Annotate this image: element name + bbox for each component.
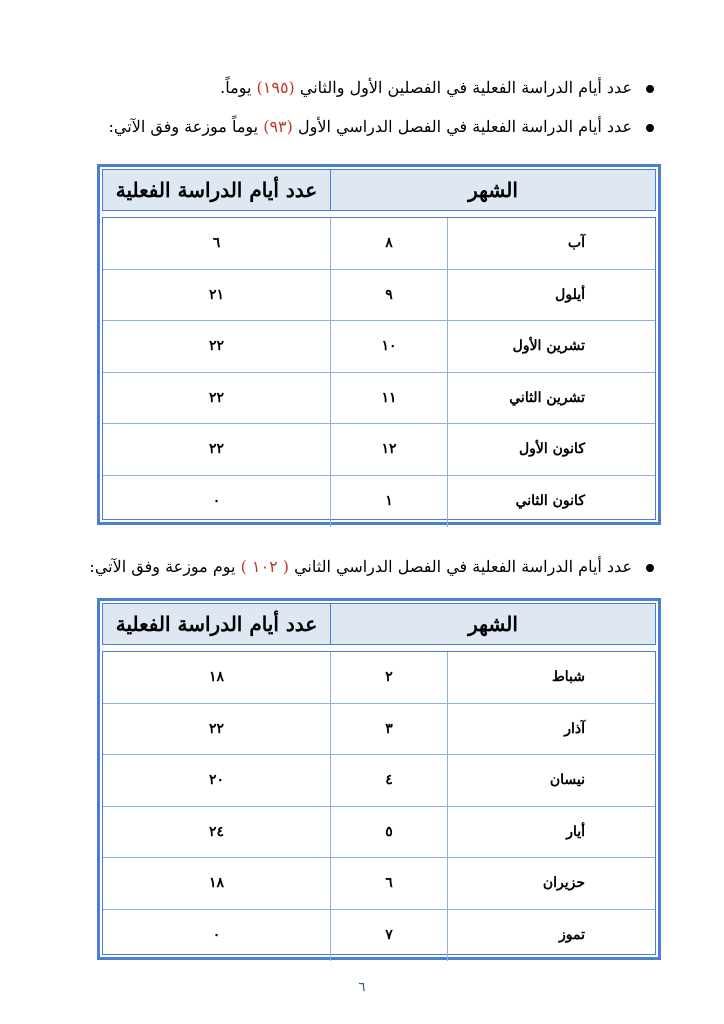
month-number-cell: ٨: [330, 218, 447, 269]
table-row: [103, 218, 655, 270]
table-row: [103, 476, 655, 528]
days-count-cell: ١٨: [208, 669, 225, 686]
header-month: الشهر: [330, 170, 655, 210]
month-name-cell: تموز: [447, 910, 655, 962]
table-header: [102, 169, 656, 211]
table-row: [103, 321, 655, 373]
month-name-cell: تشرين الأول: [447, 321, 655, 372]
days-count-cell: ٦: [212, 235, 221, 252]
month-name-cell: آب: [447, 218, 655, 269]
days-count-cell: ٢١: [208, 286, 225, 303]
table-row: [103, 755, 655, 807]
table-row: [103, 858, 655, 910]
bullet-dot-icon: [646, 124, 654, 132]
month-number-cell: ١١: [330, 373, 447, 424]
month-number-cell: ٩: [330, 270, 447, 321]
table-row: [103, 807, 655, 859]
bullet-text-end: يوماً.: [220, 78, 252, 97]
month-number-cell: ١: [330, 476, 447, 528]
month-number-cell: ١٠: [330, 321, 447, 372]
month-number-cell: ٢: [330, 652, 447, 703]
bullet-dot-icon: [646, 85, 654, 93]
days-count-cell: ٢٢: [208, 389, 225, 406]
days-count-cell: ٠: [212, 927, 221, 944]
days-count-cell: ٢٢: [208, 720, 225, 737]
bullet-text: عدد أيام الدراسة الفعلية في الفصل الدراسي الثاني: [294, 557, 632, 576]
header-days: عدد أيام الدراسة الفعلية: [115, 178, 318, 202]
month-name-cell: أيار: [447, 807, 655, 858]
header-days: عدد أيام الدراسة الفعلية: [115, 612, 318, 636]
days-count-cell: ٠: [212, 493, 221, 510]
month-name-cell: آذار: [447, 704, 655, 755]
month-name-cell: كانون الثاني: [447, 476, 655, 528]
month-number-cell: ٣: [330, 704, 447, 755]
days-count-cell: ١٨: [208, 875, 225, 892]
month-number-cell: ٥: [330, 807, 447, 858]
bullet-highlight: (١٩٥): [256, 78, 295, 97]
table-header: [102, 603, 656, 645]
bullet-dot-icon: [646, 564, 654, 572]
bullet-text: عدد أيام الدراسة الفعلية في الفصلين الأول والثاني: [299, 78, 632, 97]
page-number: ٦: [358, 980, 366, 995]
table-row: [103, 910, 655, 962]
days-count-cell: ٢٠: [208, 772, 225, 789]
month-number-cell: ٦: [330, 858, 447, 909]
table-row: [103, 652, 655, 704]
days-count-cell: ٢٤: [208, 823, 225, 840]
month-name-cell: شباط: [447, 652, 655, 703]
bullet-second-semester: [54, 555, 654, 579]
table-row: [103, 704, 655, 756]
second-semester-table: [97, 598, 661, 960]
table-row: [103, 270, 655, 322]
table-row: [103, 424, 655, 476]
bullet-text: عدد أيام الدراسة الفعلية في الفصل الدراسي الأول: [297, 117, 632, 136]
bullet-text-end: يوماً موزعة وفق الآتي:: [108, 117, 259, 136]
month-number-cell: ١٢: [330, 424, 447, 475]
first-semester-table: [97, 164, 661, 525]
table-row: [103, 373, 655, 425]
month-name-cell: أيلول: [447, 270, 655, 321]
month-name-cell: كانون الأول: [447, 424, 655, 475]
month-number-cell: ٤: [330, 755, 447, 806]
table-body: [102, 651, 656, 955]
bullet-highlight: (٩٣): [263, 117, 293, 136]
table-body: [102, 217, 656, 520]
bullet-total-days: [54, 76, 654, 100]
header-month: الشهر: [330, 604, 655, 644]
month-number-cell: ٧: [330, 910, 447, 962]
month-name-cell: تشرين الثاني: [447, 373, 655, 424]
bullet-first-semester: [54, 115, 654, 139]
days-count-cell: ٢٢: [208, 338, 225, 355]
month-name-cell: نيسان: [447, 755, 655, 806]
days-count-cell: ٢٢: [208, 441, 225, 458]
month-name-cell: حزيران: [447, 858, 655, 909]
bullet-text-end: يوم موزعة وفق الآتي:: [89, 557, 236, 576]
bullet-highlight: ( ١٠٢ ): [240, 557, 289, 576]
